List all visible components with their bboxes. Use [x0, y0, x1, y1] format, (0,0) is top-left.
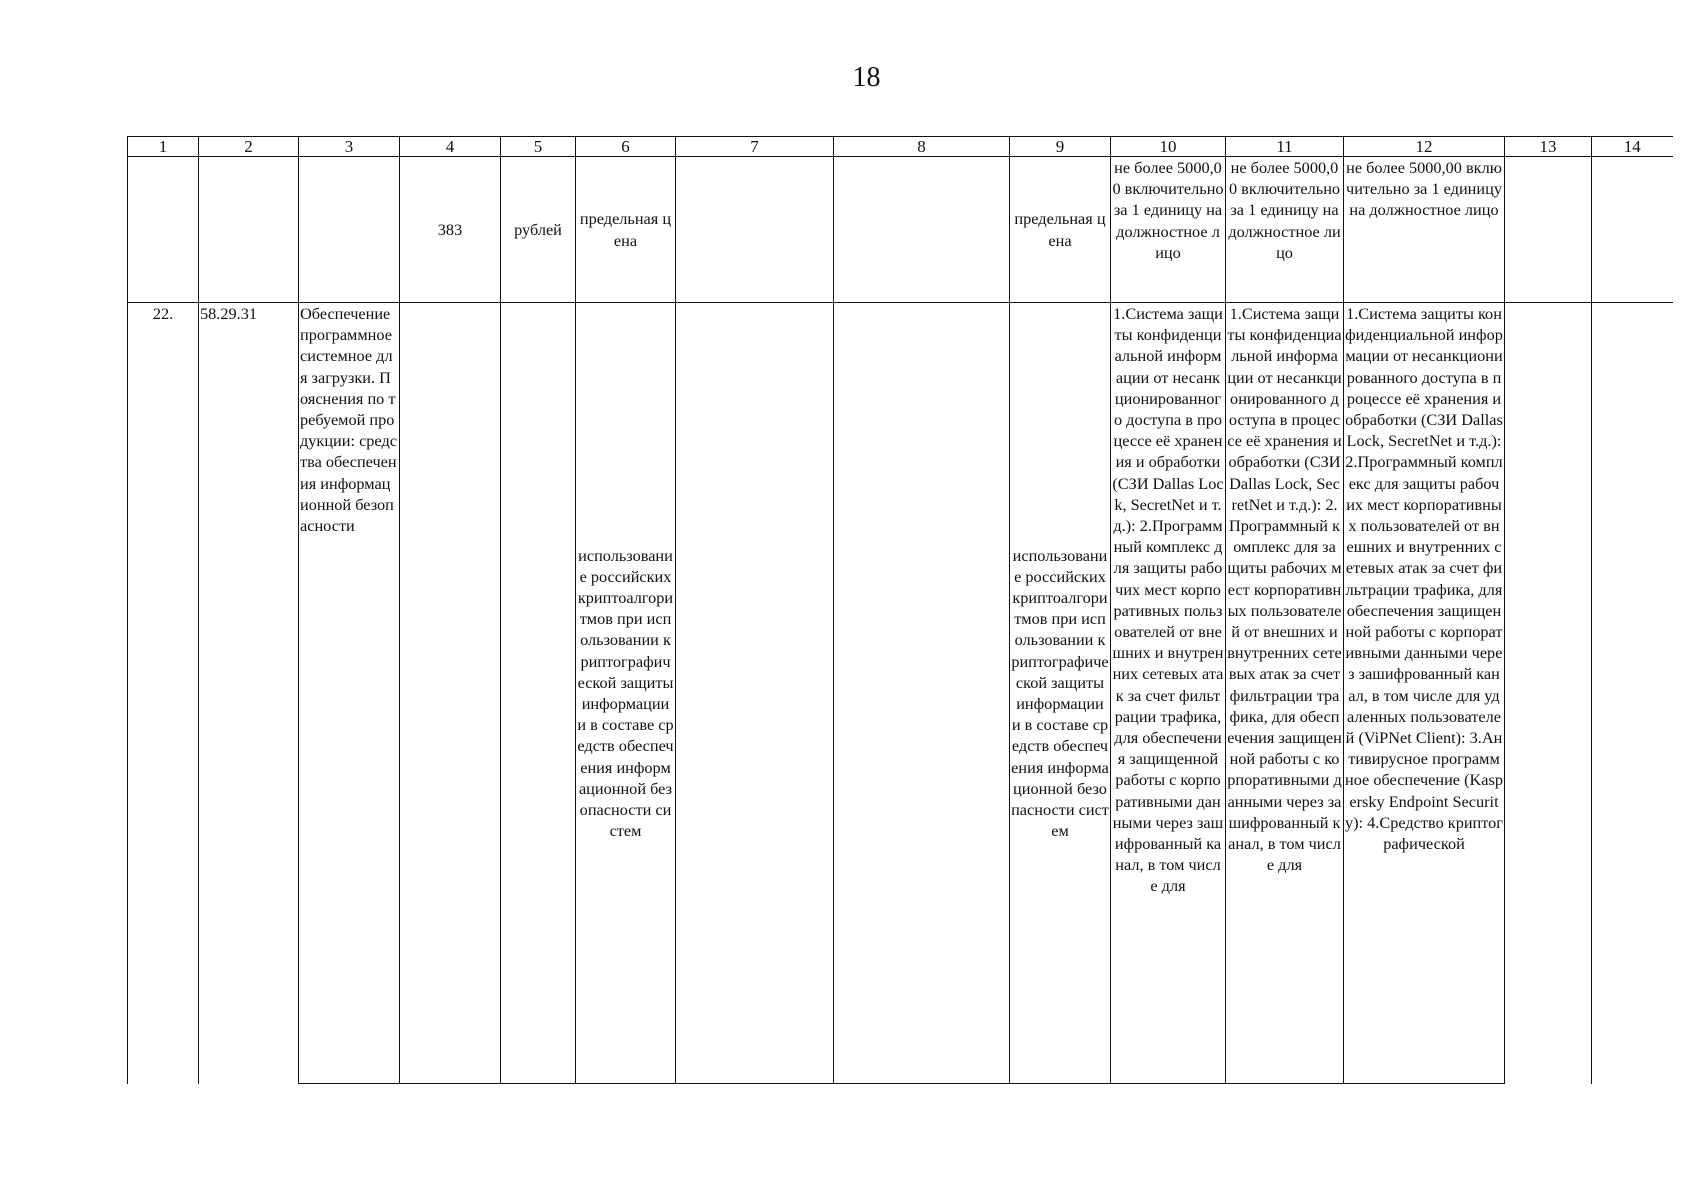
value-cell: 1.Система защиты конфиденциальной информации от несанкционированного доступа в процессе её хранения и обработки (СЗИ Dallas Lock, SecretNet и т.д.): 2.Программный комплекс для защиты рабочих мест корпоративных пользователей от внешних и внутренних сетевых атак за счет фильтрации трафика, для обеспечения защищенной работы с корпоративными данными через зашифрованный канал, в том числе для удаленных пользователей (ViPNet Client): 3.Антивирусное программное обеспечение (Kaspersky Endpoint Security): 4.Средство криптографической [1344, 303, 1505, 1084]
characteristic-cell: использование российских криптоалгоритмов при использовании криптографической защиты информации и в составе средств обеспечения информационной безопасности систем [576, 303, 676, 1084]
row-number-cell [128, 157, 199, 303]
unit-name-cell [501, 303, 576, 1084]
unit-code-cell [400, 303, 501, 1084]
table-cell [1592, 157, 1673, 303]
unit-code-cell: 383 [400, 157, 501, 303]
header-cell: 3 [299, 137, 400, 157]
header-cell: 14 [1592, 137, 1673, 157]
header-cell: 9 [1010, 137, 1111, 157]
characteristic-cell: предельная цена [1010, 157, 1111, 303]
table-cell [834, 303, 1010, 1084]
requirements-table [127, 136, 1673, 1084]
name-cell: Обеспечение программное системное для загрузки. Пояснения по требуемой продукции: средства обеспечения информационной безопасности [299, 303, 400, 1084]
value-cell: 1.Система защиты конфиденциальной информации от несанкционированного доступа в процессе её хранения и обработки (СЗИ Dallas Lock, SecretNet и т.д.): 2.Программный комплекс для защиты рабочих мест корпоративных пользователей от внешних и внутренних сетевых атак за счет фильтрации трафика, для обеспечения защищенной работы с корпоративными данными через зашифрованный канал, в том числе для [1111, 303, 1226, 1084]
table-cell [1592, 303, 1673, 1084]
table-row [128, 157, 1673, 303]
table-row [128, 303, 1673, 1084]
header-cell: 2 [199, 137, 299, 157]
header-cell: 8 [834, 137, 1010, 157]
code-cell [199, 157, 299, 303]
name-cell [299, 157, 400, 303]
row-number-cell: 22. [128, 303, 199, 1084]
code-cell: 58.29.31 [199, 303, 299, 1084]
unit-name-cell: рублей [501, 157, 576, 303]
value-cell: не более 5000,00 включительно за 1 единицу на должностное лицо [1226, 157, 1344, 303]
header-cell: 13 [1505, 137, 1592, 157]
table-header-row [128, 137, 1673, 157]
header-cell: 5 [501, 137, 576, 157]
header-cell: 6 [576, 137, 676, 157]
table-cell [676, 157, 834, 303]
value-cell: не более 5000,00 включительно за 1 единицу на должностное лицо [1344, 157, 1505, 303]
characteristic-cell: использование российских криптоалгоритмов при использовании криптографической защиты информации и в составе средств обеспечения информационной безопасности систем [1010, 303, 1111, 1084]
header-cell: 12 [1344, 137, 1505, 157]
header-cell: 4 [400, 137, 501, 157]
table-cell [676, 303, 834, 1084]
page-number: 18 [852, 62, 881, 93]
header-cell: 10 [1111, 137, 1226, 157]
value-cell: не более 5000,00 включительно за 1 единицу на должностное лицо [1111, 157, 1226, 303]
table-cell [1505, 303, 1592, 1084]
characteristic-cell: предельная цена [576, 157, 676, 303]
header-cell: 7 [676, 137, 834, 157]
value-cell: 1.Система защиты конфиденциальной информации от несанкционированного доступа в процессе её хранения и обработки (СЗИ Dallas Lock, SecretNet и т.д.): 2.Программный комплекс для защиты рабочих мест корпоративных пользователей от внешних и внутренних сетевых атак за счет фильтрации трафика, для обеспечения защищенной работы с корпоративными данными через зашифрованный канал, в том числе для [1226, 303, 1344, 1084]
header-cell: 1 [128, 137, 199, 157]
header-cell: 11 [1226, 137, 1344, 157]
table-cell [834, 157, 1010, 303]
table-cell [1505, 157, 1592, 303]
